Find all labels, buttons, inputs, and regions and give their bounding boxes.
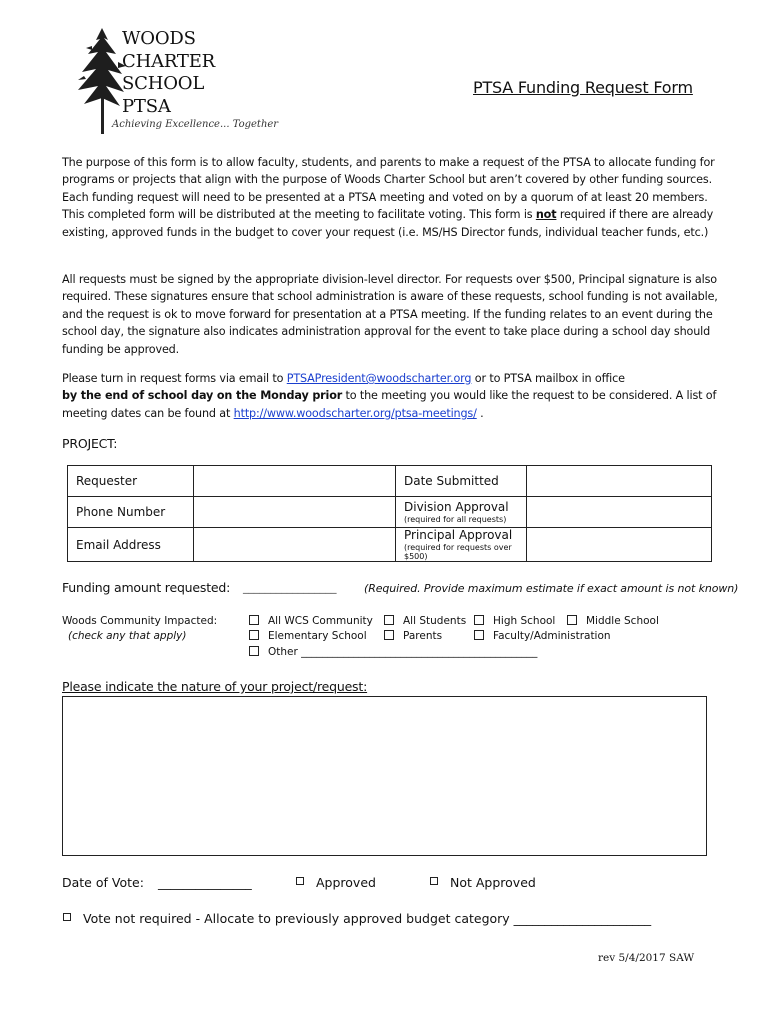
submit-text: Please turn in request forms via email to	[62, 372, 287, 385]
nature-heading: Please indicate the nature of your project/request:	[62, 679, 368, 694]
phone-field[interactable]	[194, 497, 396, 528]
requester-label: Requester	[68, 466, 194, 497]
date-submitted-field[interactable]	[527, 466, 712, 497]
division-approval-note: (required for all requests)	[404, 515, 507, 524]
date-of-vote-field[interactable]: _______________	[158, 875, 252, 890]
logo-line-2: CHARTER	[122, 51, 216, 72]
checkbox-middle-school[interactable]	[567, 615, 659, 627]
division-approval-text: Division Approval	[404, 500, 509, 514]
table-row	[68, 528, 712, 562]
checkbox-label: High School	[493, 615, 556, 627]
checkbox-all-wcs-community[interactable]	[249, 615, 373, 627]
requester-field[interactable]	[194, 466, 396, 497]
intro-text: required if there are already existing, approved funds in the budget to cover your request (i.e. MS/HS Director funds, individual teacher funds, etc.)	[62, 208, 714, 239]
phone-label: Phone Number	[68, 497, 194, 528]
checkbox-high-school[interactable]	[474, 615, 555, 627]
logo-tagline: Achieving Excellence... Together	[112, 119, 279, 130]
submit-text: .	[476, 406, 484, 420]
form-title: PTSA Funding Request Form	[473, 78, 693, 97]
revision-note: rev 5/4/2017 SAW	[598, 952, 695, 964]
funding-amount-label: Funding amount requested:	[62, 580, 231, 595]
funding-amount-note: (Required. Provide maximum estimate if exact amount is not known)	[364, 582, 739, 595]
checkbox-faculty-administration[interactable]	[474, 630, 611, 642]
logo-line-3: SCHOOL	[122, 73, 205, 94]
checkbox-all-students[interactable]	[384, 615, 466, 627]
project-info-table	[67, 465, 712, 562]
vote-not-required-checkbox[interactable]	[63, 911, 651, 926]
project-heading: PROJECT:	[62, 436, 118, 451]
logo-line-1: WOODS	[122, 28, 196, 49]
deadline-emphasis: by the end of school day on the Monday prior	[62, 389, 343, 403]
checkbox-label: Other _____________________________________________	[268, 646, 538, 658]
not-emphasis: not	[535, 208, 557, 222]
checkbox-label: Middle School	[586, 615, 659, 627]
approved-label: Approved	[316, 875, 376, 890]
community-label: Woods Community Impacted:	[62, 615, 218, 627]
checkbox-icon	[384, 615, 394, 625]
checkbox-icon	[249, 646, 259, 656]
intro-text: The purpose of this form is to allow faculty, students, and parents to make a request of the PTSA to allocate funding for programs or projects that align with the purpose of Woods Charter School but aren’t covered by other funding sources. Each funding request will need to be presented at a PTSA meeting and voted on by a quorum of at least 20 members. This completed form will be distributed at the meeting to facilitate voting. This form is	[62, 156, 715, 222]
checkbox-icon	[384, 630, 394, 640]
checkbox-label: All Students	[403, 615, 467, 627]
checkbox-parents[interactable]	[384, 630, 442, 642]
division-approval-field[interactable]	[527, 497, 712, 528]
checkbox-label: Faculty/Administration	[493, 630, 611, 642]
checkbox-icon	[63, 913, 71, 921]
table-row	[68, 466, 712, 497]
community-hint: (check any that apply)	[68, 630, 187, 642]
logo-line-4: PTSA	[122, 96, 171, 117]
intro-paragraph-2: All requests must be signed by the appropriate division-level director. For requests over $500, Principal signature is also required. These signatures ensure that school administration is aware of these requests, school funding is not available, and the request is ok to move forward for presentation at a PTSA meeting. If the funding relates to an event during the school day, the signature also indicates administration approval for the event to take place during a school day should funding be approved.	[62, 273, 718, 356]
checkbox-icon	[567, 615, 577, 625]
intro-paragraph-1	[62, 154, 722, 241]
checkbox-label: Elementary School	[268, 630, 367, 642]
checkbox-elementary-school[interactable]	[249, 630, 367, 642]
submit-text: to the meeting you would like the request to be considered. A list of meeting dates can be found at	[62, 389, 717, 420]
principal-approval-field[interactable]	[527, 528, 712, 562]
date-submitted-text: Date Submitted	[404, 474, 499, 488]
vote-not-required-label: Vote not required - Allocate to previously approved budget category ______________________	[83, 911, 652, 926]
date-submitted-label	[396, 466, 527, 497]
table-row	[68, 497, 712, 528]
email-field[interactable]	[194, 528, 396, 562]
approved-checkbox[interactable]	[296, 875, 376, 890]
checkbox-icon	[296, 877, 304, 885]
division-approval-label	[396, 497, 527, 528]
checkbox-other[interactable]	[249, 646, 537, 658]
checkbox-label: All WCS Community	[268, 615, 373, 627]
date-of-vote-label: Date of Vote:	[62, 875, 144, 890]
submit-text: or to PTSA mailbox in office	[471, 372, 625, 385]
principal-approval-label	[396, 528, 527, 562]
principal-approval-note: (required for requests over $500)	[404, 543, 512, 561]
intro-paragraph-3	[62, 370, 722, 422]
checkbox-icon	[474, 615, 484, 625]
not-approved-checkbox[interactable]	[430, 875, 536, 890]
checkbox-label: Parents	[403, 630, 443, 642]
checkbox-icon	[249, 615, 259, 625]
checkbox-icon	[430, 877, 438, 885]
checkbox-icon	[474, 630, 484, 640]
nature-textarea[interactable]	[62, 696, 707, 856]
email-label: Email Address	[68, 528, 194, 562]
funding-amount-field[interactable]: _________________	[243, 581, 337, 594]
checkbox-icon	[249, 630, 259, 640]
ptsa-email-link[interactable]: PTSAPresident@woodscharter.org	[286, 372, 472, 385]
principal-approval-text: Principal Approval	[404, 528, 513, 542]
not-approved-label: Not Approved	[450, 875, 536, 890]
meetings-url-link[interactable]: http://www.woodscharter.org/ptsa-meetings/	[233, 406, 477, 420]
